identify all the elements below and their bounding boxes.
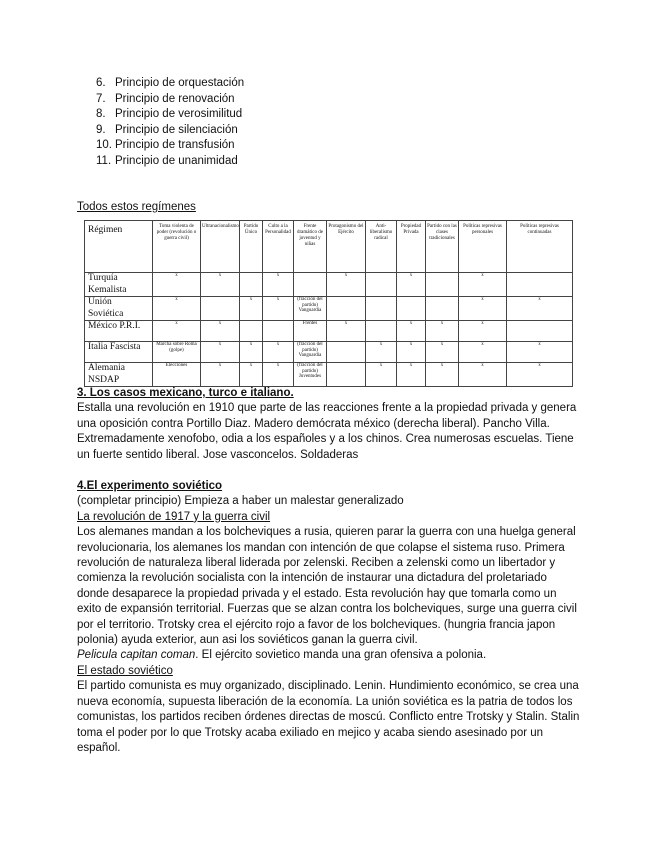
column-header: Partido con las clases tradicionales [426, 221, 459, 273]
table-cell: Marcha sobre Roma (golpe) [153, 342, 201, 363]
table-cell: x [459, 321, 507, 342]
list-text: Principio de verosimilitud [115, 108, 243, 121]
table-cell [240, 273, 263, 297]
regime-name: México P.R.I. [85, 321, 153, 342]
list-number: 10. [96, 139, 112, 152]
table-cell: x [366, 342, 397, 363]
table-cell: x [507, 297, 573, 321]
table-cell [426, 273, 459, 297]
column-header: Protagonismo del Ejército [327, 221, 366, 273]
subheading-soviet-state: El estado soviético [77, 664, 173, 677]
table-cell: x [366, 363, 397, 387]
table-cell: x [263, 297, 294, 321]
column-header: Régimen [85, 221, 153, 273]
section-4 [77, 479, 582, 756]
table-cell [327, 297, 366, 321]
table-cell: x [327, 273, 366, 297]
table-header-row [85, 221, 573, 273]
table-row [85, 321, 573, 342]
section-intro: (completar principio) Empieza a haber un malestar generalizado [77, 495, 404, 508]
table-cell [327, 342, 366, 363]
table-cell [397, 297, 426, 321]
list-item [96, 92, 244, 108]
table-cell: x [426, 342, 459, 363]
regimes-table [84, 220, 573, 387]
table-cell: x [459, 273, 507, 297]
table-cell [327, 363, 366, 387]
column-header: Frente dramático de juventud y niñas [294, 221, 327, 273]
list-item [96, 154, 244, 170]
table-cell: x [459, 342, 507, 363]
section-heading: 3. Los casos mexicano, turco e italiano. [77, 387, 294, 399]
section-body: Estalla una revolución en 1910 que parte de las reacciones frente a la propiedad privada y genera una oposición contra Portillo Diaz. Madero demócrata méxico (derecha liberal). Pancho Villa. Extremadamente xenofobo, odia a los españoles y a los chinos. Crea numerosas escuelas. Tiene un fuerte sentido liberal. Jose vasconcelos. Soldaderas [77, 402, 577, 461]
column-header: Anti-liberalismo radical [366, 221, 397, 273]
column-header: Propiedad Privada [397, 221, 426, 273]
column-header: Partido Único [240, 221, 263, 273]
list-number: 6. [96, 77, 106, 89]
table-row [85, 297, 573, 321]
list-item [96, 107, 244, 123]
table-cell: x [507, 363, 573, 387]
table-cell: Elecciones [153, 363, 201, 387]
table-cell [507, 321, 573, 342]
principles-list [96, 76, 244, 170]
table-cell [366, 273, 397, 297]
table-cell: x [240, 342, 263, 363]
list-number: 11. [96, 154, 112, 167]
table-cell: x [240, 363, 263, 387]
section-heading: 4.El experimento soviético [77, 480, 223, 492]
regime-name: Italia Fascista [85, 342, 153, 363]
table-cell: x [201, 363, 240, 387]
table-cell: x [459, 363, 507, 387]
subheading-revolution: La revolución de 1917 y la guerra civil [77, 510, 271, 523]
column-header: Ultranacionalismo [201, 221, 240, 273]
table-cell: x [507, 342, 573, 363]
regime-name: Unión Soviética [85, 297, 153, 321]
list-text: Principio de renovación [115, 92, 235, 105]
list-number: 8. [96, 108, 106, 121]
table-cell: x [263, 363, 294, 387]
table-cell: x [327, 321, 366, 342]
table-cell: x [397, 321, 426, 342]
column-header: Culto a la Personalidad [263, 221, 294, 273]
table-cell: (fracción del partido) Juventudes [294, 363, 327, 387]
table-cell: x [426, 363, 459, 387]
table-cell: Frentes [294, 321, 327, 342]
table-cell: x [263, 273, 294, 297]
table-cell: (fracción del partido) Vanguardia [294, 297, 327, 321]
table-cell: x [263, 342, 294, 363]
table-cell: x [201, 342, 240, 363]
paragraph-revolution: Los alemanes mandan a los bolcheviques a rusia, quieren parar la guerra con una huelga general revolucionaria, los alemanes los mandan con intención de que colapse el sistema ruso. Primera revolución de naturaleza liberal liderada por zelenski. Reciben a zelenski como un libertador y comienza la revolución socialista con la intención de instaurar una dictadura del proletariado donde desaparece la propiedad privada y el estado. Esta revolución hay que tomarla como un exito de expansión territorial. Fuerzas que se alzan contra los bolcheviques, surge una guerra civil por el territorio. Trotsky crea el ejército rojo a favor de los bolcheviques. (hungria francia japon polonia) ayuda exterior, aun asi los soviéticos ganan la guerra civil. [77, 526, 577, 647]
list-number: 7. [96, 92, 106, 105]
table-cell [201, 297, 240, 321]
table-cell: x [397, 342, 426, 363]
list-item [96, 76, 244, 92]
film-title: Pelicula capitan coman [77, 649, 196, 662]
table-cell [366, 297, 397, 321]
column-header: Políticas represivas continuadas [507, 221, 573, 273]
table-cell: x [153, 273, 201, 297]
table-cell: (fracción del partido) Vanguardia [294, 342, 327, 363]
table-cell: x [201, 273, 240, 297]
film-sentence: . El ejército sovietico manda una gran ofensiva a polonia. [195, 649, 487, 662]
list-number: 9. [96, 123, 106, 136]
table-cell: x [397, 363, 426, 387]
list-text: Principio de transfusión [115, 139, 235, 152]
table-cell: x [153, 321, 201, 342]
table-cell [507, 273, 573, 297]
table-cell: x [201, 321, 240, 342]
list-text: Principio de silenciación [115, 123, 238, 136]
table-row [85, 342, 573, 363]
paragraph-soviet-state: El partido comunista es muy organizado, disciplinado. Lenin. Hundimiento económico, se crea una nueva economía, supuesta liberación de la economía. La unión soviética es la patria de todos los comunistas, los partidos reciben órdenes directas de moscú. Conflicto entre Trotsky y Stalin. Stalin toma el poder por lo que Trotsky acaba exiliado en mejico y acaba siendo asesinado por un español. [77, 680, 580, 754]
regime-name: Turquía Kemalista [85, 273, 153, 297]
table-row [85, 273, 573, 297]
table-row [85, 363, 573, 387]
column-header: Políticas represivas personales [459, 221, 507, 273]
table-cell: x [153, 297, 201, 321]
section-3 [77, 386, 582, 463]
table-cell [263, 321, 294, 342]
table-cell: x [426, 321, 459, 342]
paragraph-film [77, 648, 582, 663]
table-cell [240, 321, 263, 342]
table-cell [426, 297, 459, 321]
table-cell [366, 321, 397, 342]
table-cell [294, 273, 327, 297]
list-item [96, 138, 244, 154]
list-text: Principio de unanimidad [115, 154, 238, 167]
table-cell: x [240, 297, 263, 321]
table-cell: x [397, 273, 426, 297]
regime-name: Alemania NSDAP [85, 363, 153, 387]
column-header: Toma violenta de poder (revolución o guerra civil) [153, 221, 201, 273]
regimes-label: Todos estos regímenes [77, 201, 196, 213]
list-item [96, 123, 244, 139]
table-cell: x [459, 297, 507, 321]
list-text: Principio de orquestación [115, 77, 245, 89]
